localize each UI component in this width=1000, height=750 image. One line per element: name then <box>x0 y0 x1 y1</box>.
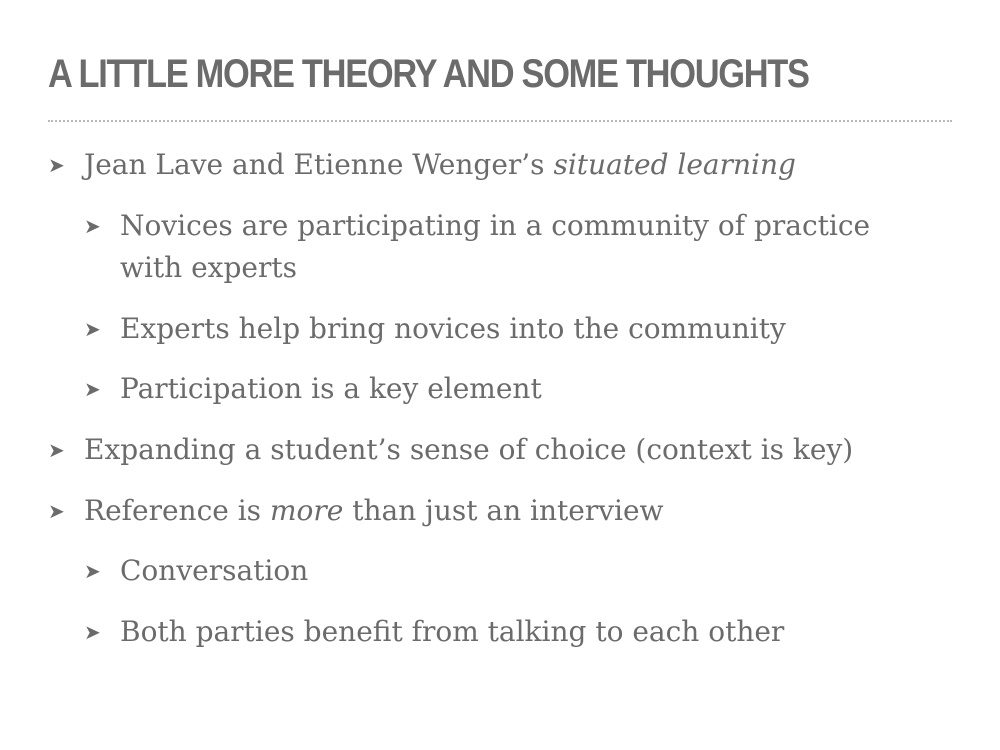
bullet-arrow-icon: ➤ <box>84 214 101 238</box>
bullet-arrow-icon: ➤ <box>84 317 101 341</box>
sub-bullet-item-participation <box>84 368 920 410</box>
sub-bullet-item-novices <box>84 205 920 289</box>
bullet-arrow-icon: ➤ <box>48 153 65 177</box>
sub-bullet-item-both-parties <box>84 611 920 653</box>
bullet-text <box>84 494 664 527</box>
bullet-text: Both parties benefit from talking to each other <box>120 615 785 648</box>
bullet-text: Novices are participating in a community of practice with experts <box>120 209 871 284</box>
bullet-arrow-icon: ➤ <box>48 438 65 462</box>
slide-title: A LITTLE MORE THEORY AND SOME THOUGHTS <box>48 52 809 96</box>
bullet-arrow-icon: ➤ <box>84 377 101 401</box>
bullet-text-part: Reference is <box>84 494 270 527</box>
bullet-item-situated-learning <box>48 144 796 186</box>
bullet-text-emphasis: situated learning <box>553 148 796 181</box>
bullet-item-reference <box>48 490 664 532</box>
bullet-text <box>84 148 796 181</box>
bullet-text-part: Jean Lave and Etienne Wenger’s <box>84 148 554 181</box>
bullet-text: Participation is a key element <box>120 372 542 405</box>
bullet-text: Expanding a student’s sense of choice (context is key) <box>84 433 854 466</box>
bullet-text-emphasis: more <box>269 494 344 527</box>
sub-bullet-item-experts <box>84 308 920 350</box>
bullet-text-part: than just an interview <box>343 494 664 527</box>
bullet-arrow-icon: ➤ <box>84 620 101 644</box>
bullet-item-choice <box>48 429 854 471</box>
sub-bullet-item-conversation <box>84 550 920 592</box>
bullet-arrow-icon: ➤ <box>84 559 101 583</box>
bullet-text: Experts help bring novices into the community <box>120 312 786 345</box>
bullet-text: Conversation <box>120 554 309 587</box>
bullet-arrow-icon: ➤ <box>48 499 65 523</box>
